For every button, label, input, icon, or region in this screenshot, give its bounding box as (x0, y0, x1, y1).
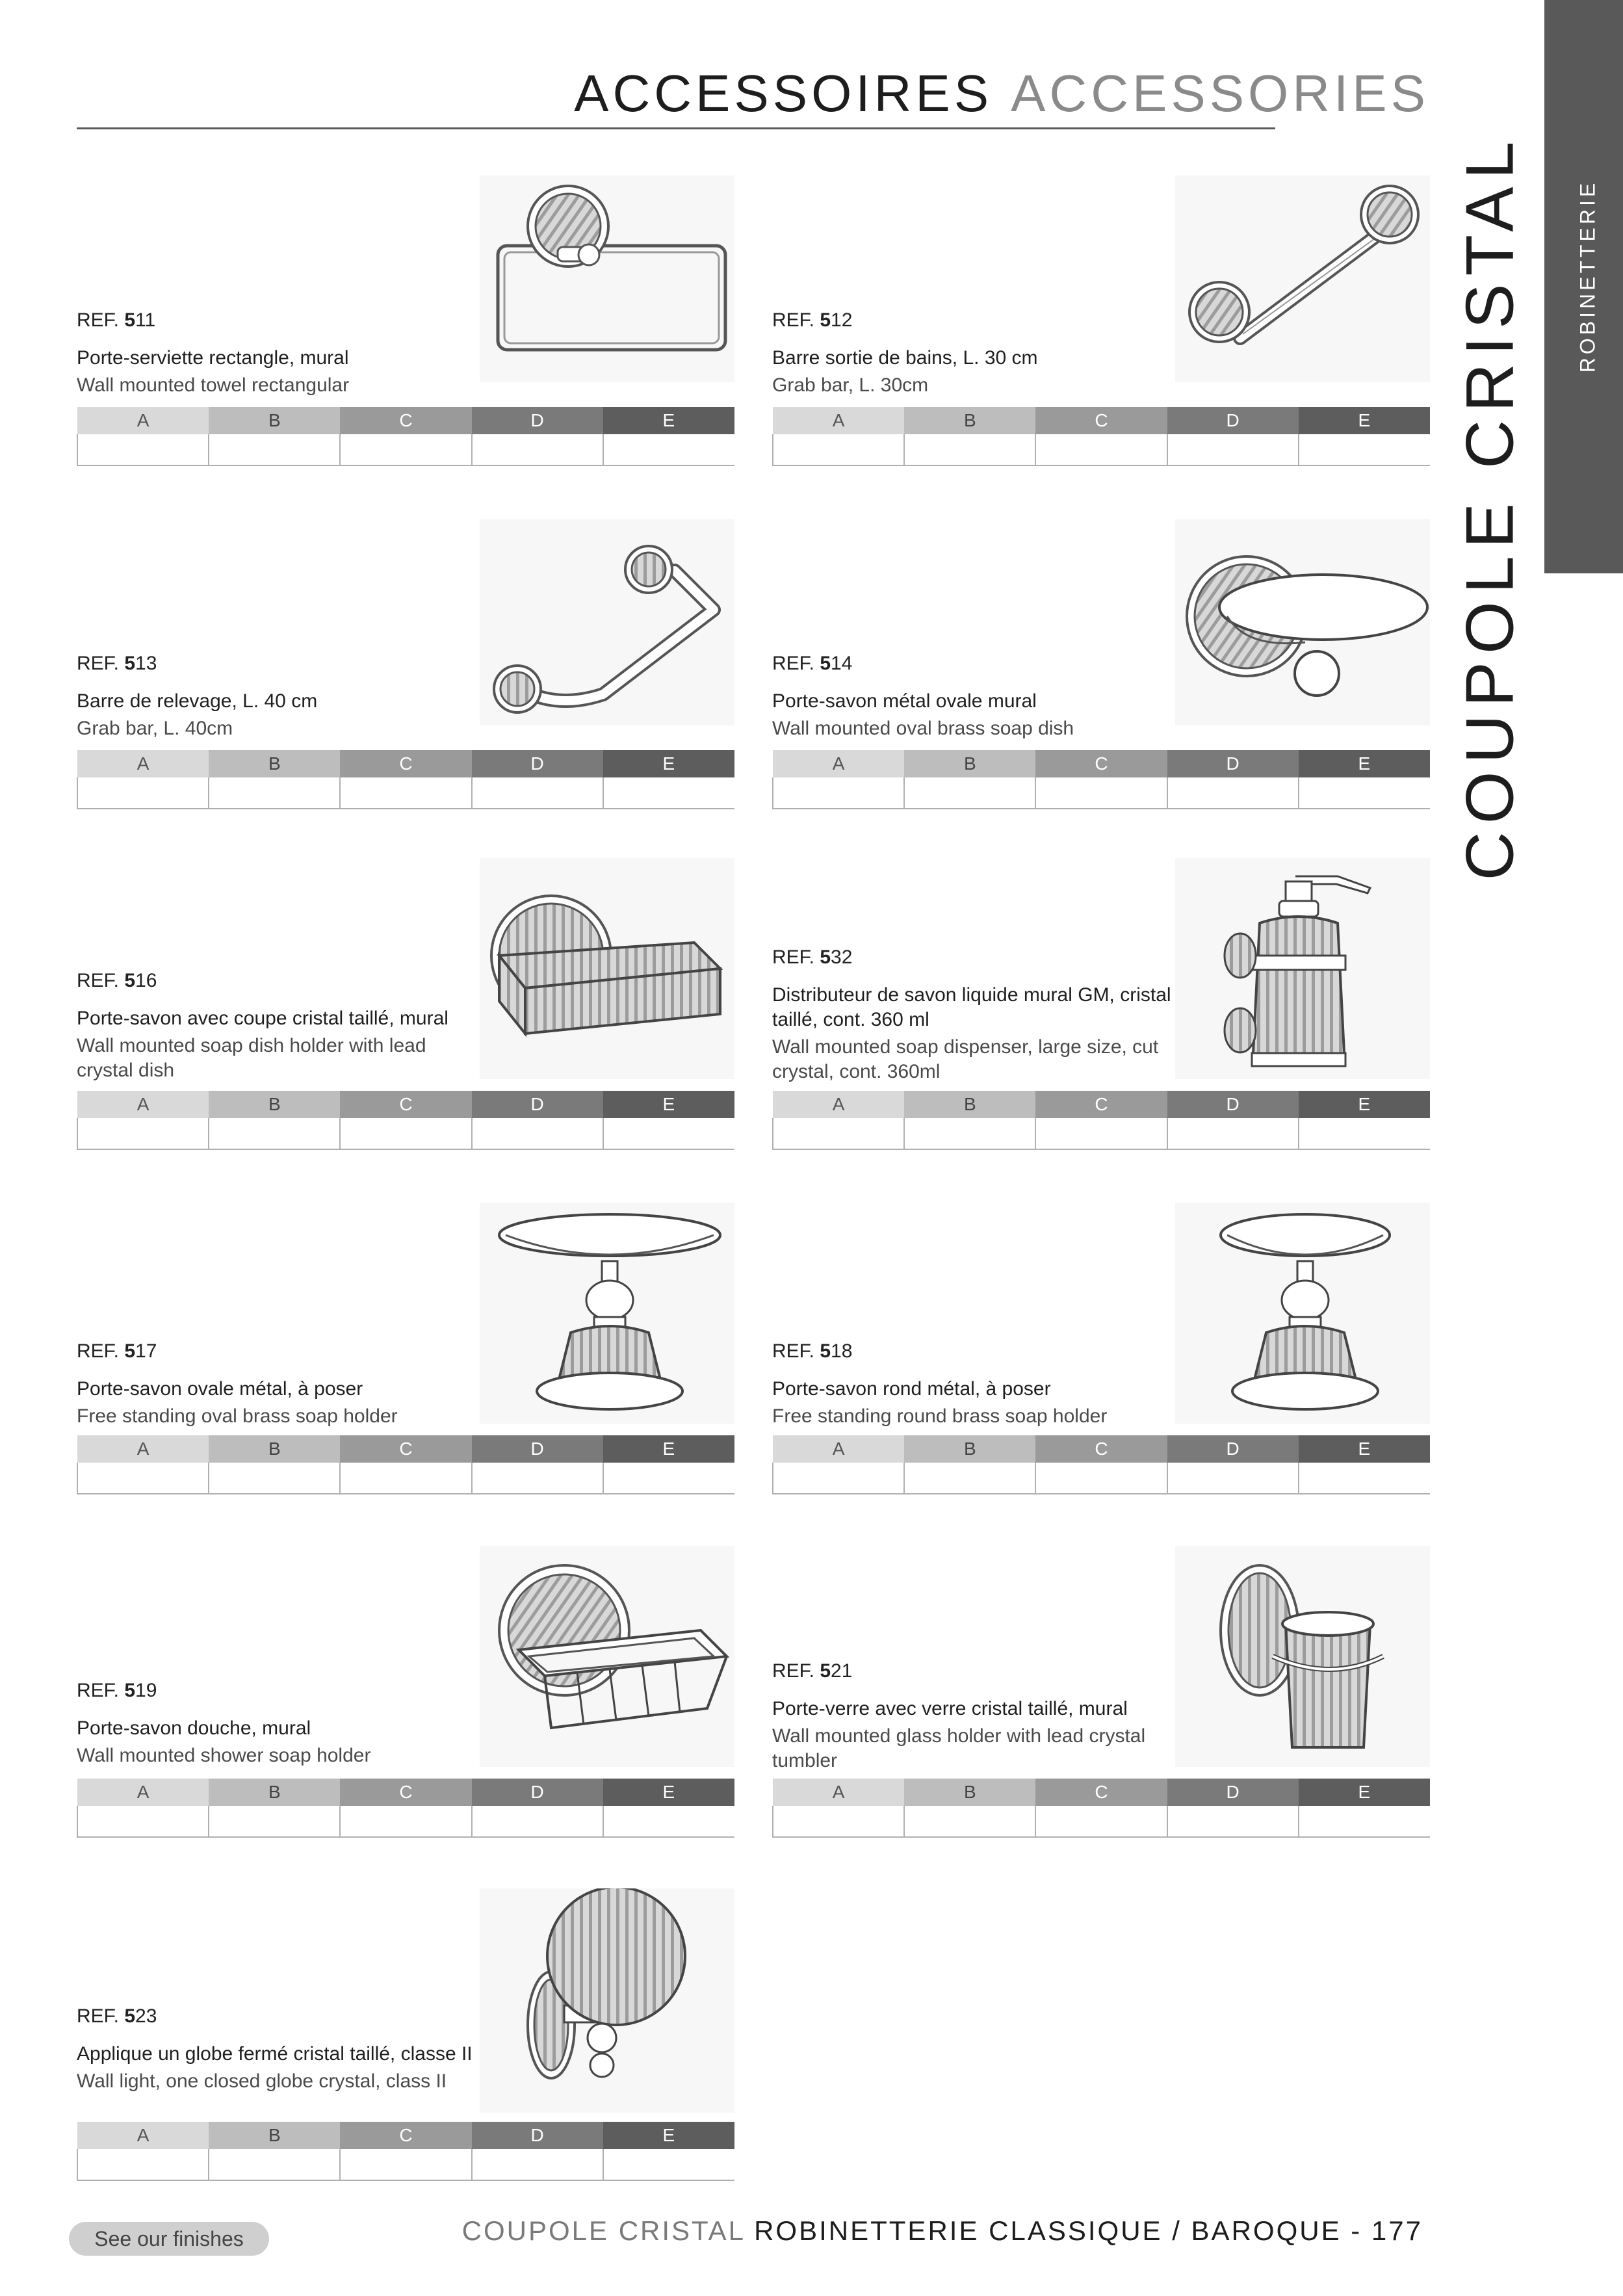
finish-cell (1035, 1806, 1167, 1837)
product-514 (772, 519, 1430, 808)
finish-cell (209, 1806, 340, 1837)
finish-c[interactable]: C (1035, 1779, 1167, 1806)
finish-cell (340, 2149, 471, 2180)
finish-cell (603, 1463, 734, 1494)
finish-cell (77, 1806, 209, 1837)
finish-b[interactable]: B (209, 750, 340, 777)
finish-cell (1299, 1806, 1430, 1837)
product-name-en: Free standing oval brass soap holder (77, 1405, 398, 1427)
finish-c[interactable]: C (340, 750, 471, 777)
finish-cell (1035, 1463, 1167, 1494)
finish-b[interactable]: B (904, 1091, 1035, 1118)
product-ref: REF. 518 (772, 1340, 853, 1362)
product-ref: REF. 523 (77, 2005, 157, 2027)
finish-cell (472, 1118, 603, 1149)
finish-a[interactable]: A (77, 750, 209, 777)
finish-a[interactable]: A (77, 1779, 209, 1806)
product-516 (77, 858, 734, 1151)
product-513 (77, 519, 734, 808)
product-name-fr: Porte-savon métal ovale mural (772, 690, 1037, 712)
finish-d[interactable]: D (1167, 1435, 1299, 1463)
finish-cell (1299, 1118, 1430, 1149)
wall-soap-dish-icon (1175, 519, 1430, 725)
product-name-fr: Porte-savon rond métal, à poser (772, 1378, 1051, 1400)
product-ref: REF. 513 (77, 653, 157, 674)
finish-cell (1167, 1463, 1299, 1494)
see-finishes-button[interactable]: See our finishes (69, 2222, 269, 2256)
product-name-fr: Applique un globe fermé cristal taillé, classe II (77, 2043, 473, 2065)
finish-cell (77, 777, 209, 809)
finish-e[interactable]: E (1299, 407, 1430, 434)
product-name-fr: Porte-savon avec coupe cristal taillé, mural (77, 1008, 448, 1029)
finish-e[interactable]: E (1299, 1091, 1430, 1118)
finish-cell (472, 777, 603, 809)
finish-cell (340, 777, 471, 809)
finish-cell (1035, 1118, 1167, 1149)
section-tab-label-wrap (1575, 179, 1601, 393)
product-name-en: Wall mounted towel rectangular (77, 374, 350, 396)
finish-cell (209, 777, 340, 809)
finish-cell (1299, 434, 1430, 465)
finish-cell (603, 434, 734, 465)
shower-soap-basket-icon (480, 1546, 734, 1767)
finish-b[interactable]: B (904, 1779, 1035, 1806)
finish-cell (603, 2149, 734, 2180)
standing-soap-holder-icon (480, 1203, 734, 1424)
finish-c[interactable]: C (340, 2122, 471, 2149)
finish-b[interactable]: B (904, 1435, 1035, 1463)
product-518 (772, 1203, 1430, 1495)
title-en: ACCESSORIES (1011, 64, 1429, 122)
finish-c[interactable]: C (340, 1435, 471, 1463)
finish-table (77, 1779, 734, 1838)
product-ref: REF. 519 (77, 1680, 157, 1701)
finish-cell (904, 1806, 1035, 1837)
finish-cell (1167, 1118, 1299, 1149)
finish-cell (1167, 777, 1299, 809)
product-523 (77, 1888, 734, 2181)
collection-title-wrap (1452, 133, 1528, 881)
finish-d[interactable]: D (472, 750, 603, 777)
finish-c[interactable]: C (1035, 1091, 1167, 1118)
finish-e[interactable]: E (603, 750, 734, 777)
towel-ring-icon (480, 176, 734, 382)
finish-table (772, 1779, 1430, 1838)
finish-e[interactable]: E (603, 407, 734, 434)
finish-table (772, 1091, 1430, 1150)
finish-d[interactable]: D (472, 1779, 603, 1806)
finish-b[interactable]: B (209, 1091, 340, 1118)
wall-light-globe-icon (480, 1888, 734, 2113)
finish-cell (472, 434, 603, 465)
finish-cell (77, 2149, 209, 2180)
product-ref: REF. 511 (77, 309, 156, 331)
product-name-en: Grab bar, L. 30cm (772, 374, 929, 396)
footer-range: ROBINETTERIE CLASSIQUE / BAROQUE (754, 2215, 1342, 2246)
finish-table (772, 407, 1430, 466)
footer-brand: COUPOLE CRISTAL (461, 2215, 745, 2246)
finish-cell (603, 777, 734, 809)
finish-c[interactable]: C (340, 1091, 471, 1118)
finish-d[interactable]: D (1167, 750, 1299, 777)
finish-cell (340, 434, 471, 465)
angled-grab-bar-icon (480, 519, 734, 725)
grab-bar-icon (1175, 176, 1430, 382)
finish-a[interactable]: A (77, 1091, 209, 1118)
finish-cell (773, 1806, 904, 1837)
finish-cell (773, 777, 904, 809)
finish-table (77, 2122, 734, 2181)
finish-cell (472, 2149, 603, 2180)
finish-b[interactable]: B (209, 2122, 340, 2149)
product-517 (77, 1203, 734, 1495)
finish-b[interactable]: B (209, 407, 340, 434)
finish-d[interactable]: D (472, 1435, 603, 1463)
finish-cell (472, 1806, 603, 1837)
product-name-fr: Barre de relevage, L. 40 cm (77, 690, 318, 712)
product-name-fr: Porte-serviette rectangle, mural (77, 347, 349, 369)
glass-holder-icon (1175, 1546, 1430, 1767)
finish-cell (1035, 777, 1167, 809)
finish-e[interactable]: E (603, 1779, 734, 1806)
soap-dispenser-icon (1175, 858, 1430, 1079)
finish-d[interactable]: D (472, 407, 603, 434)
finish-c[interactable]: C (1035, 407, 1167, 434)
page-title (574, 64, 1429, 124)
finish-a[interactable]: A (773, 407, 904, 434)
finish-e[interactable]: E (1299, 1779, 1430, 1806)
finish-d[interactable]: D (1167, 1779, 1299, 1806)
finish-e[interactable]: E (603, 2122, 734, 2149)
finish-b[interactable]: B (904, 407, 1035, 434)
finish-cell (1299, 777, 1430, 809)
finish-cell (773, 434, 904, 465)
header-divider (77, 127, 1275, 129)
product-name-en: Wall mounted soap dispenser, large size, cut crystal, cont. 360ml (772, 1036, 1159, 1082)
product-511 (77, 176, 734, 465)
finish-cell (773, 1463, 904, 1494)
finish-cell (209, 1463, 340, 1494)
finish-a[interactable]: A (77, 1435, 209, 1463)
finish-cell (904, 777, 1035, 809)
product-name-en: Wall mounted shower soap holder (77, 1745, 371, 1766)
product-519 (77, 1546, 734, 1838)
product-name-en: Wall mounted oval brass soap dish (772, 718, 1074, 739)
finish-c[interactable]: C (1035, 1435, 1167, 1463)
finish-d[interactable]: D (1167, 1091, 1299, 1118)
finish-cell (472, 1463, 603, 1494)
finish-a[interactable]: A (773, 1091, 904, 1118)
finish-d[interactable]: D (472, 2122, 603, 2149)
finish-b[interactable]: B (904, 750, 1035, 777)
product-512 (772, 176, 1430, 465)
finish-table (77, 407, 734, 466)
finish-table (77, 1091, 734, 1150)
product-521 (772, 1546, 1430, 1838)
product-name-en: Wall light, one closed globe crystal, class II (77, 2070, 447, 2092)
finish-e[interactable]: E (1299, 1435, 1430, 1463)
finish-cell (209, 1118, 340, 1149)
finish-a[interactable]: A (77, 2122, 209, 2149)
finish-cell (1167, 434, 1299, 465)
product-name-en: Wall mounted glass holder with lead crystal tumbler (772, 1725, 1146, 1771)
page-footer (462, 2215, 1423, 2247)
collection-title: COUPOLE CRISTAL (1452, 133, 1528, 881)
finish-cell (209, 434, 340, 465)
finish-e[interactable]: E (1299, 750, 1430, 777)
finish-b[interactable]: B (209, 1435, 340, 1463)
finish-d[interactable]: D (472, 1091, 603, 1118)
product-name-fr: Porte-savon douche, mural (77, 1717, 311, 1739)
finish-table (772, 1435, 1430, 1494)
finish-cell (77, 434, 209, 465)
finish-cell (904, 1463, 1035, 1494)
product-ref: REF. 516 (77, 970, 157, 991)
product-name-en: Grab bar, L. 40cm (77, 718, 233, 739)
finish-a[interactable]: A (773, 1779, 904, 1806)
product-name-fr: Porte-savon ovale métal, à poser (77, 1378, 363, 1400)
finish-cell (340, 1463, 471, 1494)
finish-cell (603, 1806, 734, 1837)
product-532 (772, 858, 1430, 1151)
finish-d[interactable]: D (1167, 407, 1299, 434)
finish-e[interactable]: E (603, 1435, 734, 1463)
finish-cell (773, 1118, 904, 1149)
finish-cell (603, 1118, 734, 1149)
finish-cell (1299, 1463, 1430, 1494)
finish-e[interactable]: E (603, 1091, 734, 1118)
finish-cell (904, 1118, 1035, 1149)
finish-table (772, 750, 1430, 809)
finish-a[interactable]: A (773, 1435, 904, 1463)
footer-separator: - (1341, 2215, 1371, 2246)
product-ref: REF. 532 (772, 946, 853, 968)
product-ref: REF. 514 (772, 653, 853, 674)
finish-cell (340, 1806, 471, 1837)
finish-a[interactable]: A (773, 750, 904, 777)
finish-cell (340, 1118, 471, 1149)
product-ref: REF. 512 (772, 309, 853, 331)
product-ref: REF. 517 (77, 1340, 157, 1362)
finish-b[interactable]: B (209, 1779, 340, 1806)
finish-table (77, 1435, 734, 1494)
product-name-fr: Porte-verre avec verre cristal taillé, mural (772, 1698, 1128, 1719)
title-fr: ACCESSOIRES (574, 64, 993, 122)
product-name-fr: Barre sortie de bains, L. 30 cm (772, 347, 1038, 369)
standing-round-soap-holder-icon (1175, 1203, 1430, 1424)
product-name-fr: Distributeur de savon liquide mural GM, cristal taillé, cont. 360 ml (772, 984, 1171, 1030)
finish-a[interactable]: A (77, 407, 209, 434)
crystal-soap-dish-icon (480, 858, 734, 1079)
finish-cell (1167, 1806, 1299, 1837)
finish-c[interactable]: C (340, 1779, 471, 1806)
product-name-en: Free standing round brass soap holder (772, 1405, 1108, 1427)
finish-cell (209, 2149, 340, 2180)
page-number: 177 (1371, 2215, 1423, 2246)
section-tab-label: ROBINETTERIE (1576, 179, 1600, 373)
product-name-en: Wall mounted soap dish holder with lead crystal dish (77, 1035, 426, 1081)
finish-cell (77, 1118, 209, 1149)
finish-cell (1035, 434, 1167, 465)
finish-cell (904, 434, 1035, 465)
finish-c[interactable]: C (1035, 750, 1167, 777)
finish-cell (77, 1463, 209, 1494)
finish-c[interactable]: C (340, 407, 471, 434)
product-ref: REF. 521 (772, 1660, 853, 1682)
finish-table (77, 750, 734, 809)
